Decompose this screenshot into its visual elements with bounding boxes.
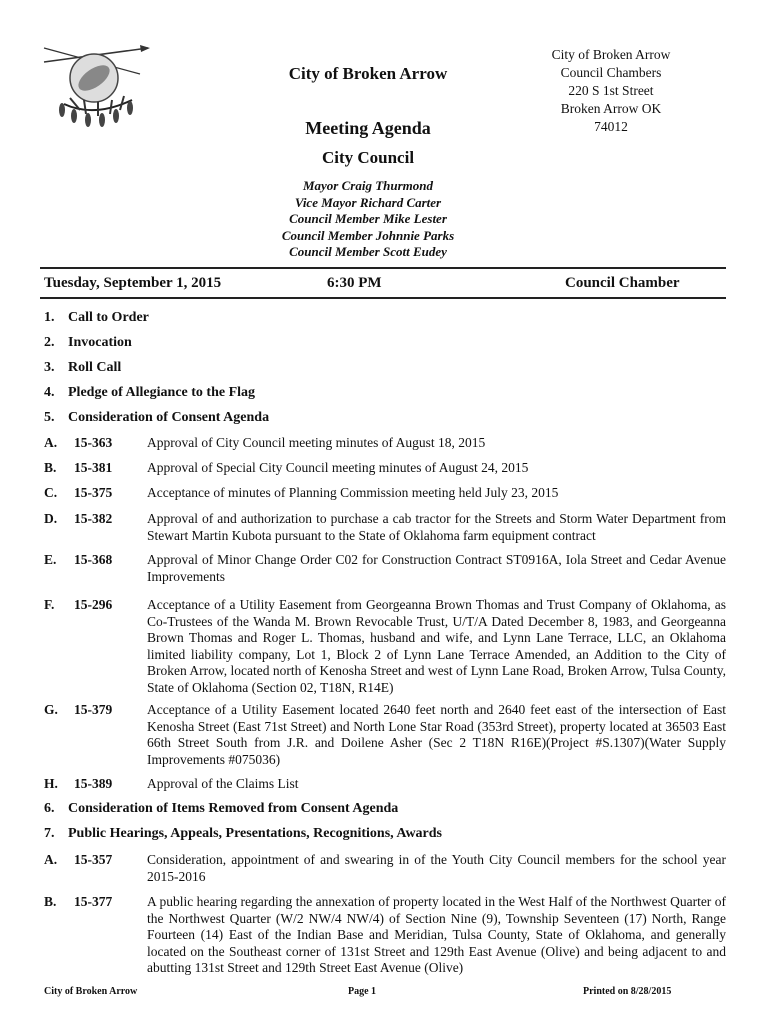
footer-page-number: Page 1 bbox=[348, 986, 377, 997]
member-name: Council Member Scott Eudey bbox=[289, 244, 447, 259]
item-description: Approval of Minor Change Order C02 for Construction Contract ST0916A, Iola Street and Cedar Avenue Improvements bbox=[147, 552, 726, 584]
header-divider-top bbox=[40, 267, 726, 269]
section-number: 5. bbox=[44, 410, 55, 425]
section-title: Roll Call bbox=[68, 360, 122, 375]
section-title: Invocation bbox=[68, 335, 132, 350]
section-number: 3. bbox=[44, 360, 55, 375]
footer-printed-date: Printed on 8/28/2015 bbox=[583, 986, 672, 997]
item-description: Approval of City Council meeting minutes of August 18, 2015 bbox=[147, 435, 486, 450]
agenda-section bbox=[44, 335, 132, 351]
member-name: Mayor Craig Thurmond bbox=[302, 178, 434, 193]
item-description: Acceptance of a Utility Easement from Georgeanna Brown Thomas and Trust Company of Oklahoma, as Co-Trustees of the Wanda M. Brown Revocable Trust, U/T/A Dated December 8, 1983, and Georgeanna Brown Thomas and Roger L. Thomas, husband and wife, and Lynn Lane Terrace, LLC, an Oklahoma limited liability company, Lot 1, Block 2 of Lynn Lane Terrace Amended, an Addition to the City of Broken Arrow, located north of Kenosha Street and west of Lynn Lane Road, Broken Arrow, Tulsa County, State of Oklahoma (Section 02, T18N, R14E) bbox=[147, 597, 726, 695]
city-title: City of Broken Arrow bbox=[288, 64, 448, 83]
section-number: 6. bbox=[44, 801, 55, 816]
city-council-title: City Council bbox=[321, 148, 415, 167]
address-line: 74012 bbox=[594, 119, 628, 134]
address-block bbox=[516, 46, 706, 136]
agenda-section bbox=[44, 801, 398, 817]
item-description: Acceptance of a Utility Easement located 2640 feet north and 2640 feet east of the intersection of East Kenosha Street (East 71st Street) and North Lone Star Road (353rd Street), property located at 36503 East 66th Street South from J.R. and Doilene Asher (Sec 2 T18N R16E)(Project #S.1307)(Water Supply Improvements #075036) bbox=[147, 702, 726, 767]
footer-city: City of Broken Arrow bbox=[44, 986, 138, 997]
address-line: Broken Arrow OK bbox=[560, 101, 662, 116]
agenda-section bbox=[44, 826, 442, 842]
item-description: Approval of Special City Council meeting minutes of August 24, 2015 bbox=[147, 460, 529, 475]
item-letter: E. bbox=[44, 552, 57, 567]
section-title: Call to Order bbox=[68, 310, 149, 325]
item-code: 15-296 bbox=[74, 597, 113, 612]
item-letter: F. bbox=[44, 597, 55, 612]
item-letter: G. bbox=[44, 702, 58, 717]
item-letter: A. bbox=[44, 852, 58, 867]
address-line: 220 S 1st Street bbox=[568, 83, 654, 98]
section-number: 7. bbox=[44, 826, 55, 841]
item-description: A public hearing regarding the annexation of property located in the West Half of the Northwest Quarter of the Northwest Quarter (W/2 NW/4 NW/4) of Section Nine (9), Township Seventeen (17) North, Range Fourteen (14) East of the Indian Base and Meridian, Tulsa County, State of Oklahoma, and generally located on the Southeast corner of 131st Street and 129th East Avenue (Olive) and being adjacent to and abutting 131st Street and 129th Street East Avenue (Olive) bbox=[147, 894, 726, 975]
item-code: 15-379 bbox=[74, 702, 113, 717]
item-letter: B. bbox=[44, 460, 57, 475]
item-description: Approval of and authorization to purchase a cab tractor for the Streets and Storm Water Department from Stewart Martin Kubota pursuant to the State of Oklahoma farm equipment contract bbox=[147, 511, 726, 543]
member-name: Council Member Mike Lester bbox=[289, 211, 447, 226]
item-description: Acceptance of minutes of Planning Commission meeting held July 23, 2015 bbox=[147, 485, 559, 500]
item-code: 15-377 bbox=[74, 894, 113, 909]
agenda-section bbox=[44, 410, 269, 426]
item-description: Consideration, appointment of and swearing in of the Youth City Council members for the school year 2015-2016 bbox=[147, 852, 726, 884]
item-code: 15-382 bbox=[74, 511, 113, 526]
section-title: Consideration of Consent Agenda bbox=[68, 410, 270, 425]
item-description: Approval of the Claims List bbox=[147, 776, 299, 791]
member-name: Vice Mayor Richard Carter bbox=[294, 194, 442, 210]
item-code: 15-363 bbox=[74, 435, 113, 450]
item-code: 15-389 bbox=[74, 776, 113, 791]
agenda-section bbox=[44, 310, 149, 326]
section-number: 1. bbox=[44, 310, 55, 325]
section-number: 4. bbox=[44, 385, 55, 400]
item-code: 15-368 bbox=[74, 552, 113, 567]
council-members bbox=[255, 178, 481, 261]
item-code: 15-375 bbox=[74, 485, 113, 500]
item-code: 15-381 bbox=[74, 460, 113, 475]
section-title: Public Hearings, Appeals, Presentations, Recognitions, Awards bbox=[68, 826, 443, 841]
meeting-location: Council Chamber bbox=[565, 275, 680, 291]
agenda-section bbox=[44, 360, 121, 376]
city-seal-logo bbox=[40, 44, 152, 136]
item-code: 15-357 bbox=[74, 852, 113, 867]
meeting-agenda-title: Meeting Agenda bbox=[305, 118, 431, 138]
meeting-date: Tuesday, September 1, 2015 bbox=[44, 275, 222, 291]
section-title: Consideration of Items Removed from Consent Agenda bbox=[68, 801, 399, 816]
agenda-section bbox=[44, 385, 255, 401]
meeting-time: 6:30 PM bbox=[327, 275, 382, 291]
address-line: City of Broken Arrow bbox=[551, 47, 671, 62]
item-letter: D. bbox=[44, 511, 58, 526]
header-divider-bottom bbox=[40, 297, 726, 299]
item-letter: H. bbox=[44, 776, 58, 791]
item-letter: C. bbox=[44, 485, 58, 500]
section-number: 2. bbox=[44, 335, 55, 350]
item-letter: B. bbox=[44, 894, 57, 909]
item-letter: A. bbox=[44, 435, 58, 450]
address-line: Council Chambers bbox=[560, 65, 662, 80]
member-name: Council Member Johnnie Parks bbox=[281, 227, 455, 243]
section-title: Pledge of Allegiance to the Flag bbox=[68, 385, 256, 400]
